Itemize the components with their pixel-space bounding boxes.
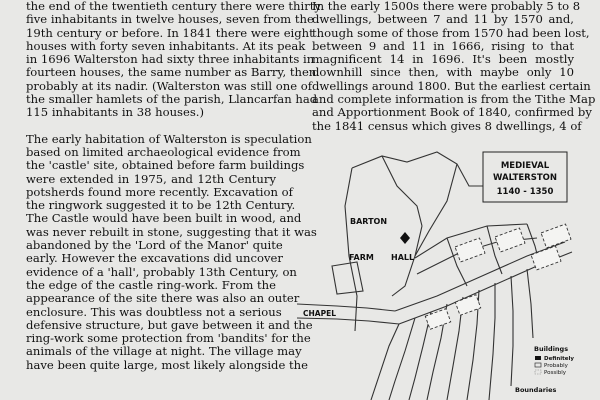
text-line: animals of the village at night. The village may (26, 344, 302, 359)
legend-probably-swatch (535, 363, 541, 367)
paragraph-early-habitation (26, 131, 317, 372)
field-strip (527, 269, 533, 338)
right-column (312, 0, 596, 133)
text-line: dwellings around 1800. But the earliest certain (312, 78, 591, 93)
map-title: WALTERSTON (493, 173, 557, 183)
paragraph-population (26, 0, 321, 120)
building-plot (495, 228, 525, 252)
text-line: five inhabitants in twelve houses, seven from the (26, 12, 314, 27)
text-line: and Apportionment Book of 1840, confirmed by (312, 105, 592, 120)
text-line: appearance of the site there was also an outer (26, 291, 300, 306)
text-line: In the early 1500s there were probably 5 to 8 (312, 0, 581, 13)
text-line: were extended in 1975, and 12th Century (26, 171, 276, 186)
text-line: evidence of a 'hall', probably 13th Century, on (26, 264, 297, 279)
legend-definitely-swatch (535, 356, 541, 360)
text-line: enclosure. This was doubtless not a serious (26, 304, 282, 319)
text-line: though some of those from 1570 had been lost, (312, 25, 590, 40)
text-line: the smaller hamlets of the parish, Llancarfan had (26, 92, 318, 107)
text-line: fourteen houses, the same number as Barry, then (26, 65, 317, 80)
text-line: and complete information is from the Tithe Map (312, 92, 596, 107)
text-line: houses with forty seven inhabitants. At its peak (26, 38, 306, 53)
label-farm: FARM (349, 253, 374, 262)
text-line: have been quite large, most likely alongside the (26, 357, 309, 372)
boundary-line (382, 156, 422, 226)
text-line: early. However the excavations did uncover (26, 251, 283, 266)
text-line: 19th century or before. In 1841 there were eight (26, 25, 314, 40)
field-strip (371, 324, 399, 400)
field-strip (511, 276, 513, 386)
text-line: the ringwork suggested it to be 12th Century. (26, 198, 296, 213)
map-title: MEDIEVAL (500, 161, 550, 171)
text-line: ring-work some protection from 'bandits' for the (26, 331, 311, 346)
legend-heading: Buildings (534, 345, 569, 353)
boundary-line (352, 152, 497, 186)
legend-probably: Probably (544, 363, 568, 369)
text-line: potsherds found more recently. Excavation of (26, 184, 293, 199)
text-line: the 1841 census which gives 8 dwellings, 4 of (312, 118, 582, 133)
text-line: the 'castle' site, obtained before farm buildings (26, 158, 305, 173)
legend-definitely: Definitely (544, 356, 575, 362)
text-line: The early habitation of Walterston is speculation (26, 131, 312, 146)
legend-possibly-swatch (535, 370, 541, 374)
text-line: abandoned by the 'Lord of the Manor' quite (26, 238, 283, 253)
road-line (297, 318, 399, 324)
text-line: was never rebuilt in stone, suggesting that it was (26, 224, 317, 239)
text-line: dwellings, between 7 and 11 by 1570 and, (312, 12, 574, 27)
building-plot (455, 238, 485, 262)
boundary-line (415, 164, 457, 256)
text-line: the edge of the castle ring-work. From the (26, 277, 276, 292)
field-strip (389, 318, 415, 400)
text-line: probably at its nadir. (Walterston was still one of (26, 78, 313, 93)
label-chapel: CHAPEL (303, 309, 336, 318)
chapel-enclosure (332, 262, 363, 294)
building-plot (425, 309, 450, 330)
medieval-walterston-map (297, 146, 595, 400)
field-strip (489, 283, 495, 400)
text-line: in 1696 Walterston had sixty three inhabitants in (26, 52, 315, 67)
building-plot (541, 224, 571, 248)
text-line: the end of the twentieth century there were thirty (26, 0, 321, 13)
text-line: The Castle would have been built in wood, and (26, 211, 302, 226)
text-line: magnificent 14 in 1696. It's been mostly (312, 52, 574, 67)
label-barton: BARTON (350, 217, 388, 226)
label-boundaries: Boundaries (515, 386, 557, 394)
text-line: 115 inhabitants in 38 houses.) (26, 105, 205, 120)
map-date-range: 1140 - 1350 (496, 187, 554, 197)
building-plot (455, 295, 480, 316)
label-hall: HALL (391, 253, 415, 262)
text-line: defensive structure, but gave between it and the (26, 317, 313, 332)
hall-marker-icon (400, 232, 410, 244)
text-line: between 9 and 11 in 1666, rising to that (312, 38, 574, 53)
legend-possibly: Possibly (544, 370, 567, 376)
text-line: based on limited archaeological evidence from (26, 144, 301, 159)
text-line: downhill since then, with maybe only 10 (312, 65, 574, 80)
